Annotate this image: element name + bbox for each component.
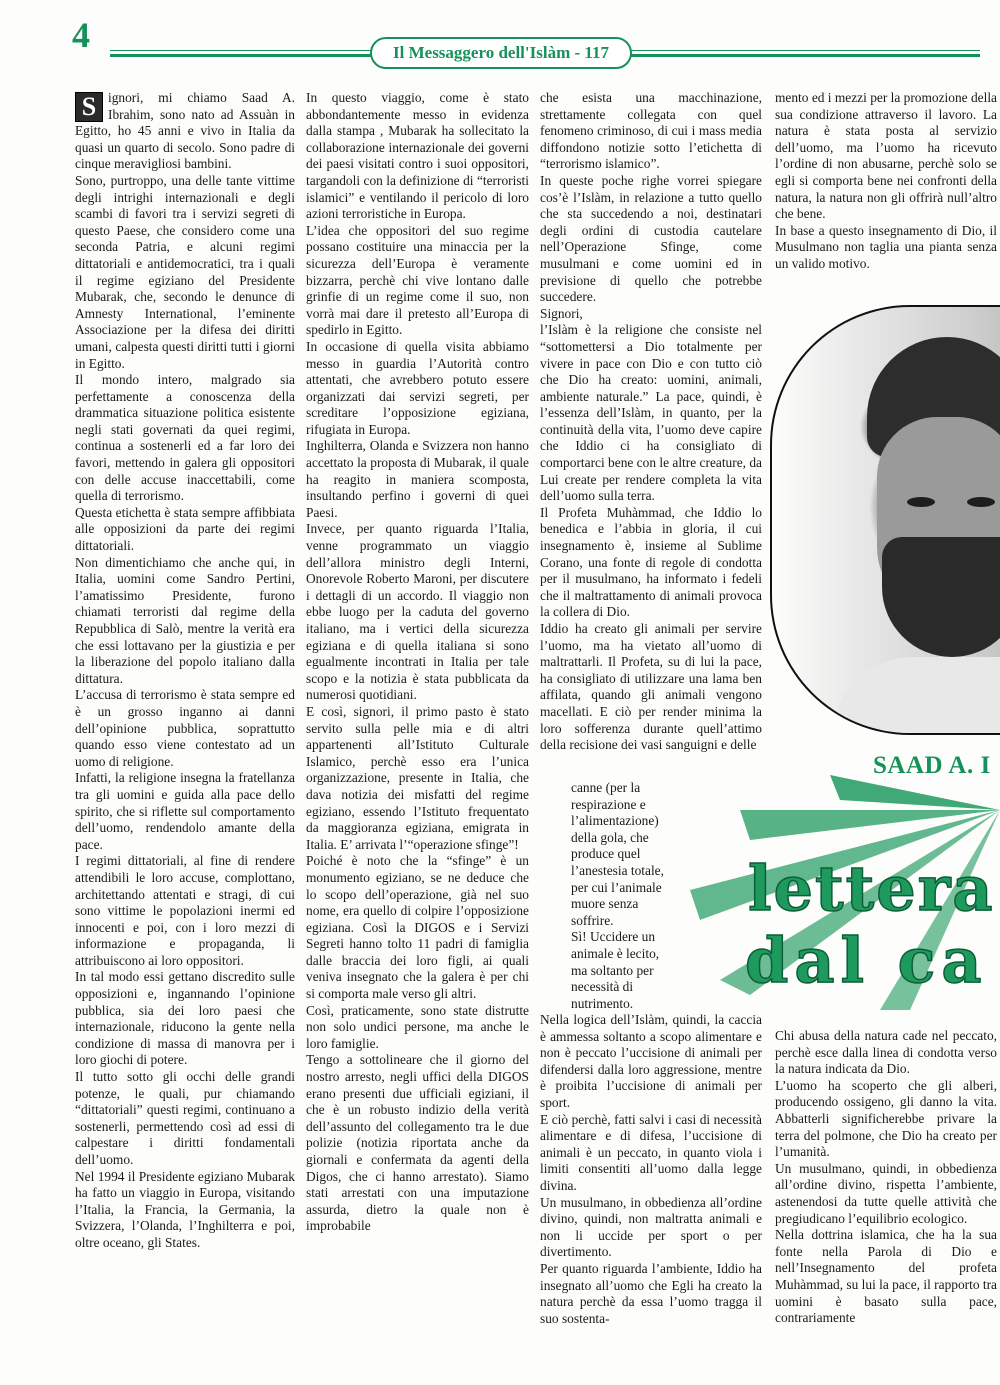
paragraph: Invece, per quanto riguarda l’Italia, venne programmato un viaggio dell’allora ministro degli Interni, Onorevole Roberto Maroni, per discutere i dettagli di un accordo. Il viaggio non ebbe luogo per la caduta del governo italiano, ma i vertici della sicurezza egiziana e di quella italiana si sono egualmente incontrati in Italia per tale scopo e la notizia è stata pubblicata da numerosi quotidiani. xyxy=(306,521,529,703)
paragraph: Non dimentichiamo che anche qui, in Italia, uomini come Sandro Pertini, l’amatissimo Presidente, furono chiamati terroristi dal regime della Repubblica di Salò, mentre la verità era che essi lottavano per la giustizia e per la liberazione del popolo italiano dalla dittatura. xyxy=(75,554,295,686)
feature-title-line-2: dal ca xyxy=(745,924,988,997)
page-number: 4 xyxy=(72,15,90,55)
paragraph: Sì! Uccidere un animale è lecito, ma soltanto per necessità di nutrimento. xyxy=(571,929,660,1011)
article-column-4-bottom xyxy=(775,1028,997,1327)
paragraph: E ciò perchè, fatti salvi i casi di necessità alimentare e di difesa, l’uccisione di animali è un peccato, in quanto viola i limiti consentiti all’uomo dalla legge divina. xyxy=(540,1111,762,1193)
article-column-3-narrow xyxy=(571,780,671,1012)
paragraph: Il mondo intero, malgrado sia perfettamente a conoscenza della drammatica situazione politica esistente negli stati governati da quei regimi, continua a sostenerli ed a far loro dei favori, mettendo in galera gli oppositori con delle accuse inaccettabili, come quella di terrorismo. xyxy=(75,372,295,504)
paragraph: L’uomo ha scoperto che gli alberi, producendo ossigeno, gli danno la vita. Abbatterli significherebbe privare la terra del polmone, che Dio ha creato per l’umanità. xyxy=(775,1077,997,1160)
portrait-eye xyxy=(907,497,935,507)
paragraph: Infatti, la religione insegna la fratellanza tra gli uomini e guida alla pace dello spirito, che si riflette sul comportamento dell’uomo, rendendolo amante della pace. xyxy=(75,770,295,852)
paragraph: canne (per la respirazione e l’alimentazione) della gola, che produce quel l’anestesia totale, per cui l’animale muore senza soffrire. xyxy=(571,780,664,928)
feature-title-line-1: lettera xyxy=(748,852,995,925)
paragraph: Il Profeta Muhàmmad, che Iddio lo benedica e l’abbia in gloria, il cui insegnamento è, insieme al Sublime Corano, una fonte di regole di condotta per il musulmano, ha informato i fedeli che il maltrattamento di animali provoca la collera di Dio. xyxy=(540,504,762,620)
paragraph: In base a questo insegnamento di Dio, il Musulmano non taglia una pianta senza un valido motivo. xyxy=(775,222,997,271)
paragraph: Iddio ha creato gli animali per servire l’uomo, ma ha vietato all’uomo di maltrattarli. Il Profeta, su di lui la pace, ha consigliato di utilizzare una lama ben affilata, quando gli animali vengono macellati. E ciò per render minima la loro sofferenza durante quell’attimo della recisione dei vasi sanguigni e delle xyxy=(540,621,762,753)
paragraph: Sono, purtroppo, una delle tante vittime degli intrighi internazionali e degli scambi di favori tra i servizi segreti di questo Paese, che considero come una seconda Patria, e alcuni regimi dittatoriali e antidemocratici, tra i quali il regime egiziano del Presidente Mubarak, che, secondo le denunce di Amnesty International, l’eminente Associazione per la difesa dei diritti umani, calpesta questi diritti tutti i giorni in Egitto. xyxy=(75,172,295,371)
article-column-3-bottom xyxy=(540,1012,762,1327)
paragraph: L’idea che oppositori del suo regime possano costituire una minaccia per la sicurezza dell’Europa è veramente bizzarra, perchè chi vive lontano dalle grinfie di un regime come il suo, non vorrà mai dare il pretesto all’Europa di spedirlo in Egitto. xyxy=(306,222,529,338)
paragraph: mento ed i mezzi per la promozione della sua condizione attraverso il lavoro. La natura è stata posta al servizio dell’uomo, ma l’uomo ha ricevuto l’ordine di non abusarne, perchè solo se egli si comporta bene nei confronti della natura, la natura non gli offrirà null’altro che bene. xyxy=(775,90,997,222)
dropcap: S xyxy=(75,92,103,122)
author-portrait xyxy=(770,305,1000,735)
paragraph: Questa etichetta è stata sempre affibbiata alle opposizioni da parte dei regimi dittatoriali. xyxy=(75,504,295,554)
article-column-4 xyxy=(775,90,997,273)
paragraph: Tengo a sottolineare che il giorno del nostro arresto, negli uffici della DIGOS erano presenti due ufficiali egiziani, il che è un robusto indizio della verità dell’assunto del collegamento tra le due polizie (notizia riportata anche da giornali e confermata da agenti della Digos, che ci hanno arrestato). Siamo stati arrestati con una imputazione assurda, dietro la quale non è improbabile xyxy=(306,1052,529,1234)
paragraph: In queste poche righe vorrei spiegare cos’è l’Islàm, in relazione a tutto quello che sta succedendo a noi, destinatari degli ordini di custodia cautelare nell’Operazione Sfinge, come musulmani e come uomini ed in previsione di quello che potrebbe succedere. xyxy=(540,172,762,305)
portrait-beard xyxy=(882,537,1000,657)
paragraph: Chi abusa della natura cade nel peccato, perchè esce dalla linea di condotta verso la natura indicata da Dio. xyxy=(775,1028,997,1077)
paragraph: Un musulmano, quindi, in obbedienza all’ordine divino, rispetta l’ambiente, astenendosi da tutte quelle attività che pregiudicano l’equilibrio ecologico. xyxy=(775,1160,997,1226)
paragraph: In questo viaggio, come è stato abbondantemente messo in evidenza dalla stampa , Mubarak ha sollecitato la collaborazione internazionale dei governi dei paesi visitati contro i suoi oppositori, targandoli con la definizione di “terroristi islamici” e ventilando il pericolo di loro azioni terroristiche in Europa. xyxy=(306,90,529,222)
portrait-shirt xyxy=(832,657,1000,735)
paragraph-text: ignori, mi chiamo Saad A. Ibrahim, sono nato ad Assuàn in Egitto, ho 45 anni e vivo in Italia da quasi un quarto di secolo. Sono padre di cinque meravigliosi bambini. xyxy=(75,90,295,172)
paragraph: In tal modo essi gettano discredito sulle opposizioni e, ingannando l’opinione pubblica, sia dei loro paesi che internazionale, riducono la gente nella condizione di massa di manovra per i loro giochi di potere. xyxy=(75,969,295,1068)
paragraph: Nella dottrina islamica, che ha la sua fonte nella Parola di Dio e nell’Insegnamento del profeta Muhàmmad, su lui la pace, il rapporto tra uomini è basato sulla pace, contrariamente xyxy=(775,1227,997,1326)
article-column-2 xyxy=(306,90,529,1235)
publication-banner xyxy=(370,37,632,69)
paragraph: Signori, xyxy=(540,305,583,321)
paragraph: Nella logica dell’Islàm, quindi, la caccia è ammessa soltanto a scopo alimentare e non è peccato l’uccisione di animali per difendersi dalla loro aggressione, mentre è proibita l’uccisione di animali per sport. xyxy=(540,1012,762,1110)
paragraph: Così, praticamente, sono state distrutte non solo undici persone, ma anche le loro famiglie. xyxy=(306,1002,529,1051)
article-column-3 xyxy=(540,90,762,754)
paragraph: I regimi dittatoriali, al fine di rendere attendibili le loro accuse, complottano, architettando attentati e stragi, di cui sono vittime le popolazioni inermi ed innocenti e poi, con i loro mezzi di informazione e propaganda, li attribuiscono ai loro oppositori. xyxy=(75,853,295,968)
paragraph: L’accusa di terrorismo è stata sempre ed è un grosso inganno ai danni dell’opinione pubblica, soprattutto quando esso viene contestato ad un uomo di religione. xyxy=(75,687,295,769)
paragraph: che esista una macchinazione, strettamente collegata con quel fenomeno criminoso, di cui i mass media diffondono notizie sotto l’etichetta di “terrorismo islamico”. xyxy=(540,90,762,172)
paragraph: Inghilterra, Olanda e Svizzera non hanno accettato la proposta di Mubarak, il quale ha reagito in maniera scomposta, insultando perfino i governi di quei Paesi. xyxy=(306,438,529,520)
paragraph: Nel 1994 il Presidente egiziano Mubarak ha fatto un viaggio in Europa, visitando l’Italia, la Francia, la Germania, la Svizzera, l’Olanda, l’Inghilterra e poi, oltre oceano, gli States. xyxy=(75,1168,295,1250)
portrait-eye xyxy=(967,497,995,507)
paragraph: In occasione di quella visita abbiamo messo in guardia l’Autorità contro attentati, che avrebbero potuto essere organizzati dai servizi segreti, per screditare l’opposizione egiziana, rifugiata in Europa. xyxy=(306,338,529,437)
publication-title: Il Messaggero dell'Islàm - 117 xyxy=(393,43,609,62)
paragraph xyxy=(75,90,295,173)
paragraph: Poiché è noto che la “sfinge” è un monumento egiziano, se ne deduce che lo scopo dell’operazione, già nel suo nome, era quello di colpire l’opposizione egiziana. Così la DIGOS e i Servizi Segreti hanno tolto 11 padri di famiglia dalle braccia dei loro figli, ai quali veniva insegnato che la galera è per chi si comporta male verso gli altri. xyxy=(306,853,529,1002)
article-column-1 xyxy=(75,90,295,1252)
author-name: SAAD A. I xyxy=(873,752,991,779)
paragraph: l’Islàm è la religione che consiste nel “sottomettersi a Dio totalmente per vivere in pace con Dio e con tutto ciò che Dio ha creato: uomini, animali, ambiente naturale.” La pace, quindi, è l’essenza dell’Islàm, in quanto, per la continuità della vita, l’uomo deve capire che Iddio ci ha consigliato di comportarci bene con le altre creature, da Lui create per rendere completa la vita dell’uomo sulla terra. xyxy=(540,322,762,504)
paragraph: E così, signori, il primo pasto è stato servito sulla pelle mia e di altri appartenenti all’Istituto Culturale Islamico, perchè esso era l’unica organizzazione, presente in Italia, che dava notizia dei misfatti del regime egiziano, essendo l’Istituto frequentato da maggioranza egiziana, emigrata in Italia. E’ arrivata l’“operazione sfinge”! xyxy=(306,703,529,852)
paragraph: Per quanto riguarda l’ambiente, Iddio ha insegnato all’uomo che Egli ha creato la natura perchè da essa l’uomo tragga il suo sostenta- xyxy=(540,1260,762,1326)
paragraph: Il tutto sotto gli occhi delle grandi potenze, le quali, pur chiamando “dittatoriali” questi regimi, continuano a sostenerli, permettendo così ad essi di calpestare i diritti fondamentali dell’uomo. xyxy=(75,1069,295,1167)
paragraph: Un musulmano, in obbedienza all’ordine divino, quindi, non maltratta animali e non li uccide per sport o per divertimento. xyxy=(540,1194,762,1260)
